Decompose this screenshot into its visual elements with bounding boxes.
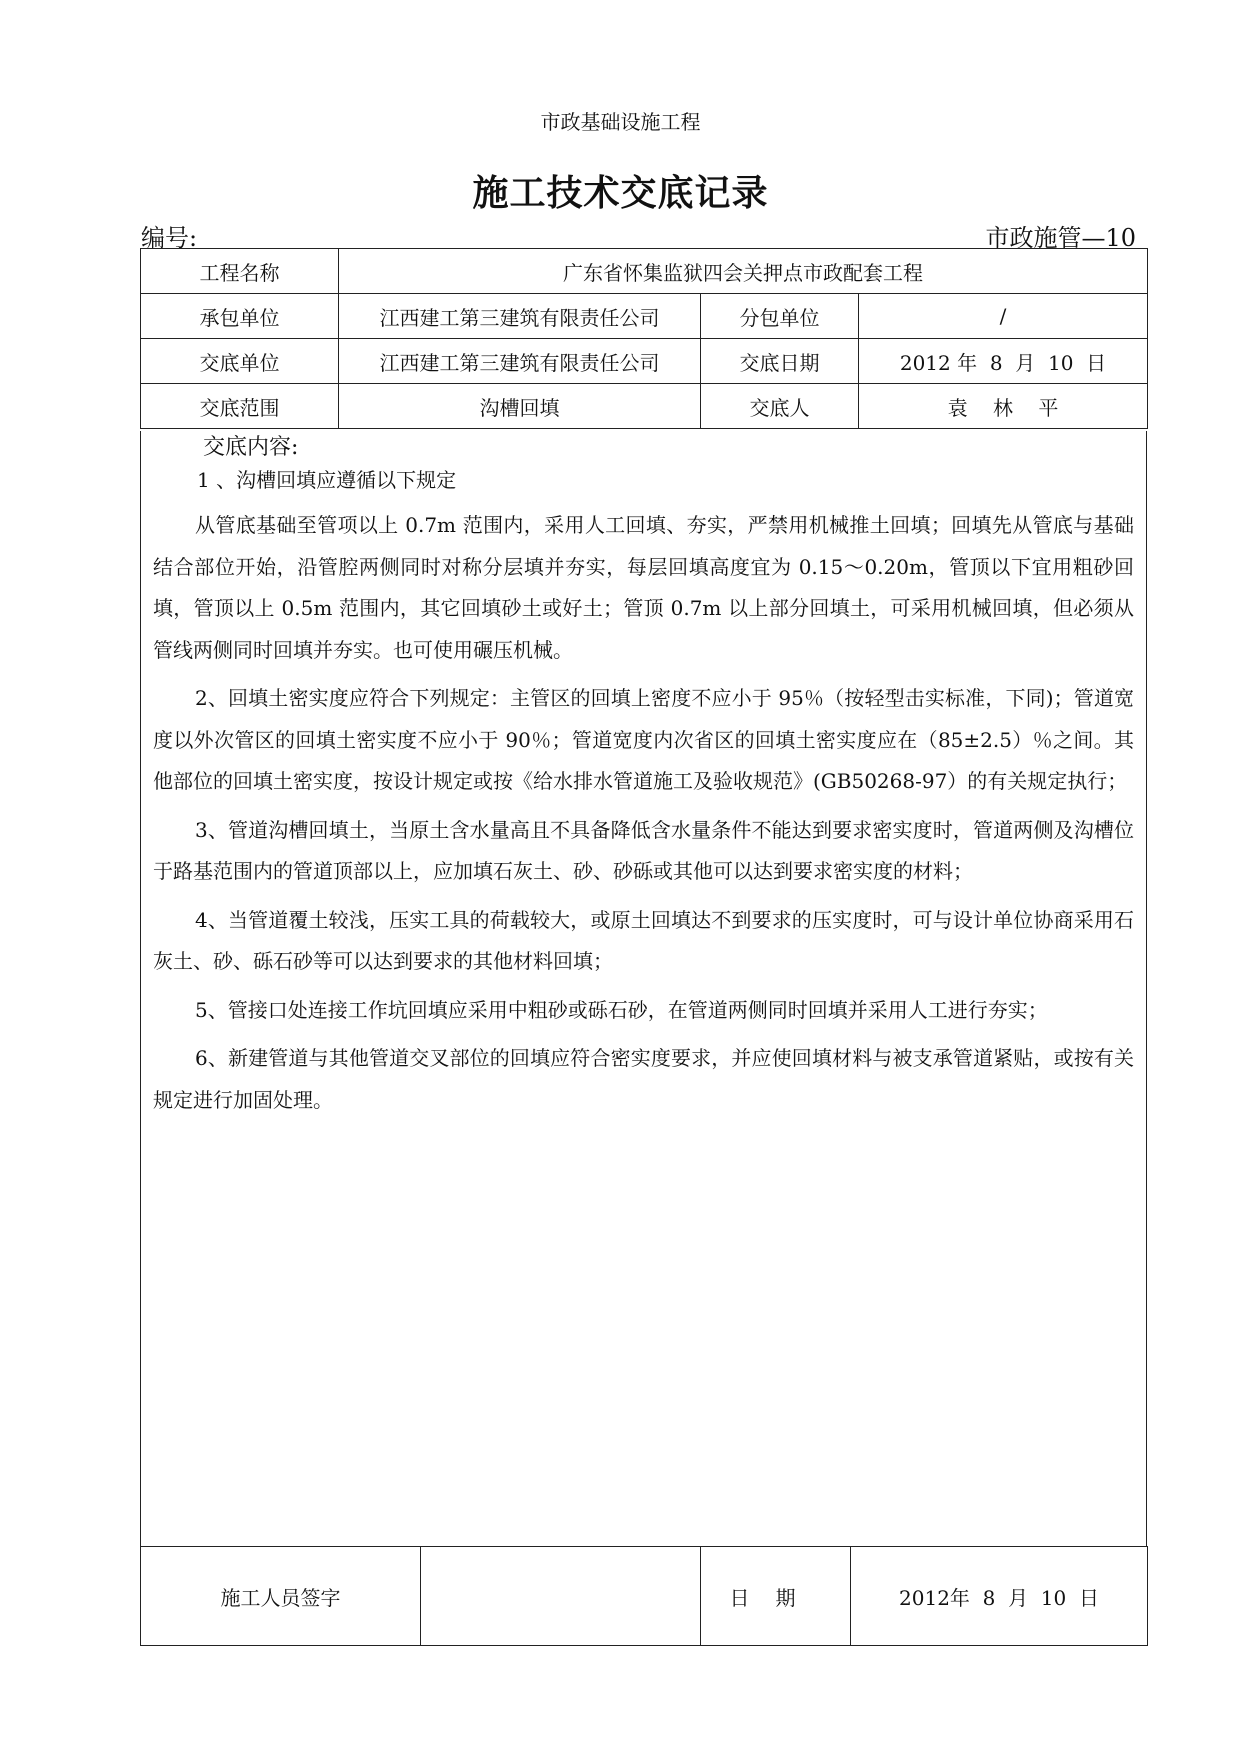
content-paragraph: 4、当管道覆土较浅，压实工具的荷载较大，或原土回填达不到要求的压实度时，可与设计单位协商采用石灰土、砂、砾石砂等可以达到要求的其他材料回填； bbox=[153, 907, 1134, 973]
project-name-label: 工程名称 bbox=[141, 249, 339, 294]
subcontractor-value: / bbox=[859, 294, 1148, 339]
document-category: 市政基础设施工程 bbox=[540, 110, 701, 134]
content-paragraph: 2、回填土密实度应符合下列规定：主管区的回填上密度不应小于 95％（按轻型击实标准，下同)；管道宽度以外次管区的回填土密实度不应小于 90％；管道宽度内次省区的回填土密实度应在（85±2.5）％之间。其他部位的回填土密实度，按设计规定或按《给水排水管道施工及验收规范》(GB50268-97）的有关规定执行； bbox=[153, 686, 1134, 793]
scope-value: 沟槽回填 bbox=[339, 384, 701, 429]
subcontractor-label: 分包单位 bbox=[701, 294, 859, 339]
serial-number-label: 编号: bbox=[141, 224, 198, 252]
table-row bbox=[141, 249, 1148, 294]
project-info-table bbox=[140, 248, 1148, 429]
project-name-value: 广东省怀集监狱四会关押点市政配套工程 bbox=[339, 249, 1148, 294]
serial-number-value: 市政施管—10 bbox=[985, 224, 1136, 252]
briefer-label: 交底人 bbox=[701, 384, 859, 429]
staff-signature-label: 施工人员签字 bbox=[141, 1547, 421, 1646]
table-row bbox=[141, 1547, 1148, 1646]
content-paragraph: 从管底基础至管项以上 0.7m 范围内，采用人工回填、夯实，严禁用机械推土回填；回填先从管底与基础结合部位开始，沿管腔两侧同时对称分层填并夯实，每层回填高度宜为 0.15～0.20m，管顶以下宜用粗砂回填，管顶以上 0.5m 范围内，其它回填砂土或好土；管顶 0.7m 以上部分回填土，可采用机械回填，但必须从管线两侧同时回填并夯实。也可使用碾压机械。 bbox=[153, 513, 1134, 662]
scope-label: 交底范围 bbox=[141, 384, 339, 429]
page-title: 施工技术交底记录 bbox=[472, 172, 769, 214]
staff-signature-field[interactable] bbox=[421, 1547, 701, 1646]
table-row bbox=[141, 294, 1148, 339]
briefer-value: 袁 林 平 bbox=[859, 384, 1148, 429]
content-paragraph: 3、管道沟槽回填土，当原土含水量高且不具备降低含水量条件不能达到要求密实度时，管道两侧及沟槽位于路基范围内的管道顶部以上，应加填石灰土、砂、砂砾或其他可以达到要求密实度的材料； bbox=[153, 817, 1134, 883]
table-row bbox=[141, 384, 1148, 429]
table-row bbox=[141, 339, 1148, 384]
contractor-label: 承包单位 bbox=[141, 294, 339, 339]
sign-date-label: 日期 bbox=[701, 1547, 851, 1646]
briefing-unit-label: 交底单位 bbox=[141, 339, 339, 384]
content-heading: 交底内容: bbox=[203, 435, 299, 460]
briefing-date-value: 2012 年 8 月 10 日 bbox=[859, 339, 1148, 384]
item-1-title: 1 、沟槽回填应遵循以下规定 bbox=[197, 468, 457, 492]
contractor-value: 江西建工第三建筑有限责任公司 bbox=[339, 294, 701, 339]
sign-date-value: 2012年 8 月 10 日 bbox=[851, 1547, 1148, 1646]
content-paragraph: 5、管接口处连接工作坑回填应采用中粗砂或砾石砂，在管道两侧同时回填并采用人工进行夯实； bbox=[195, 997, 1048, 1022]
content-paragraph: 6、新建管道与其他管道交叉部位的回填应符合密实度要求，并应使回填材料与被支承管道紧贴，或按有关规定进行加固处理。 bbox=[153, 1046, 1134, 1112]
briefing-date-label: 交底日期 bbox=[701, 339, 859, 384]
briefing-content bbox=[140, 431, 1147, 1547]
briefing-unit-value: 江西建工第三建筑有限责任公司 bbox=[339, 339, 701, 384]
signature-table bbox=[140, 1546, 1148, 1646]
